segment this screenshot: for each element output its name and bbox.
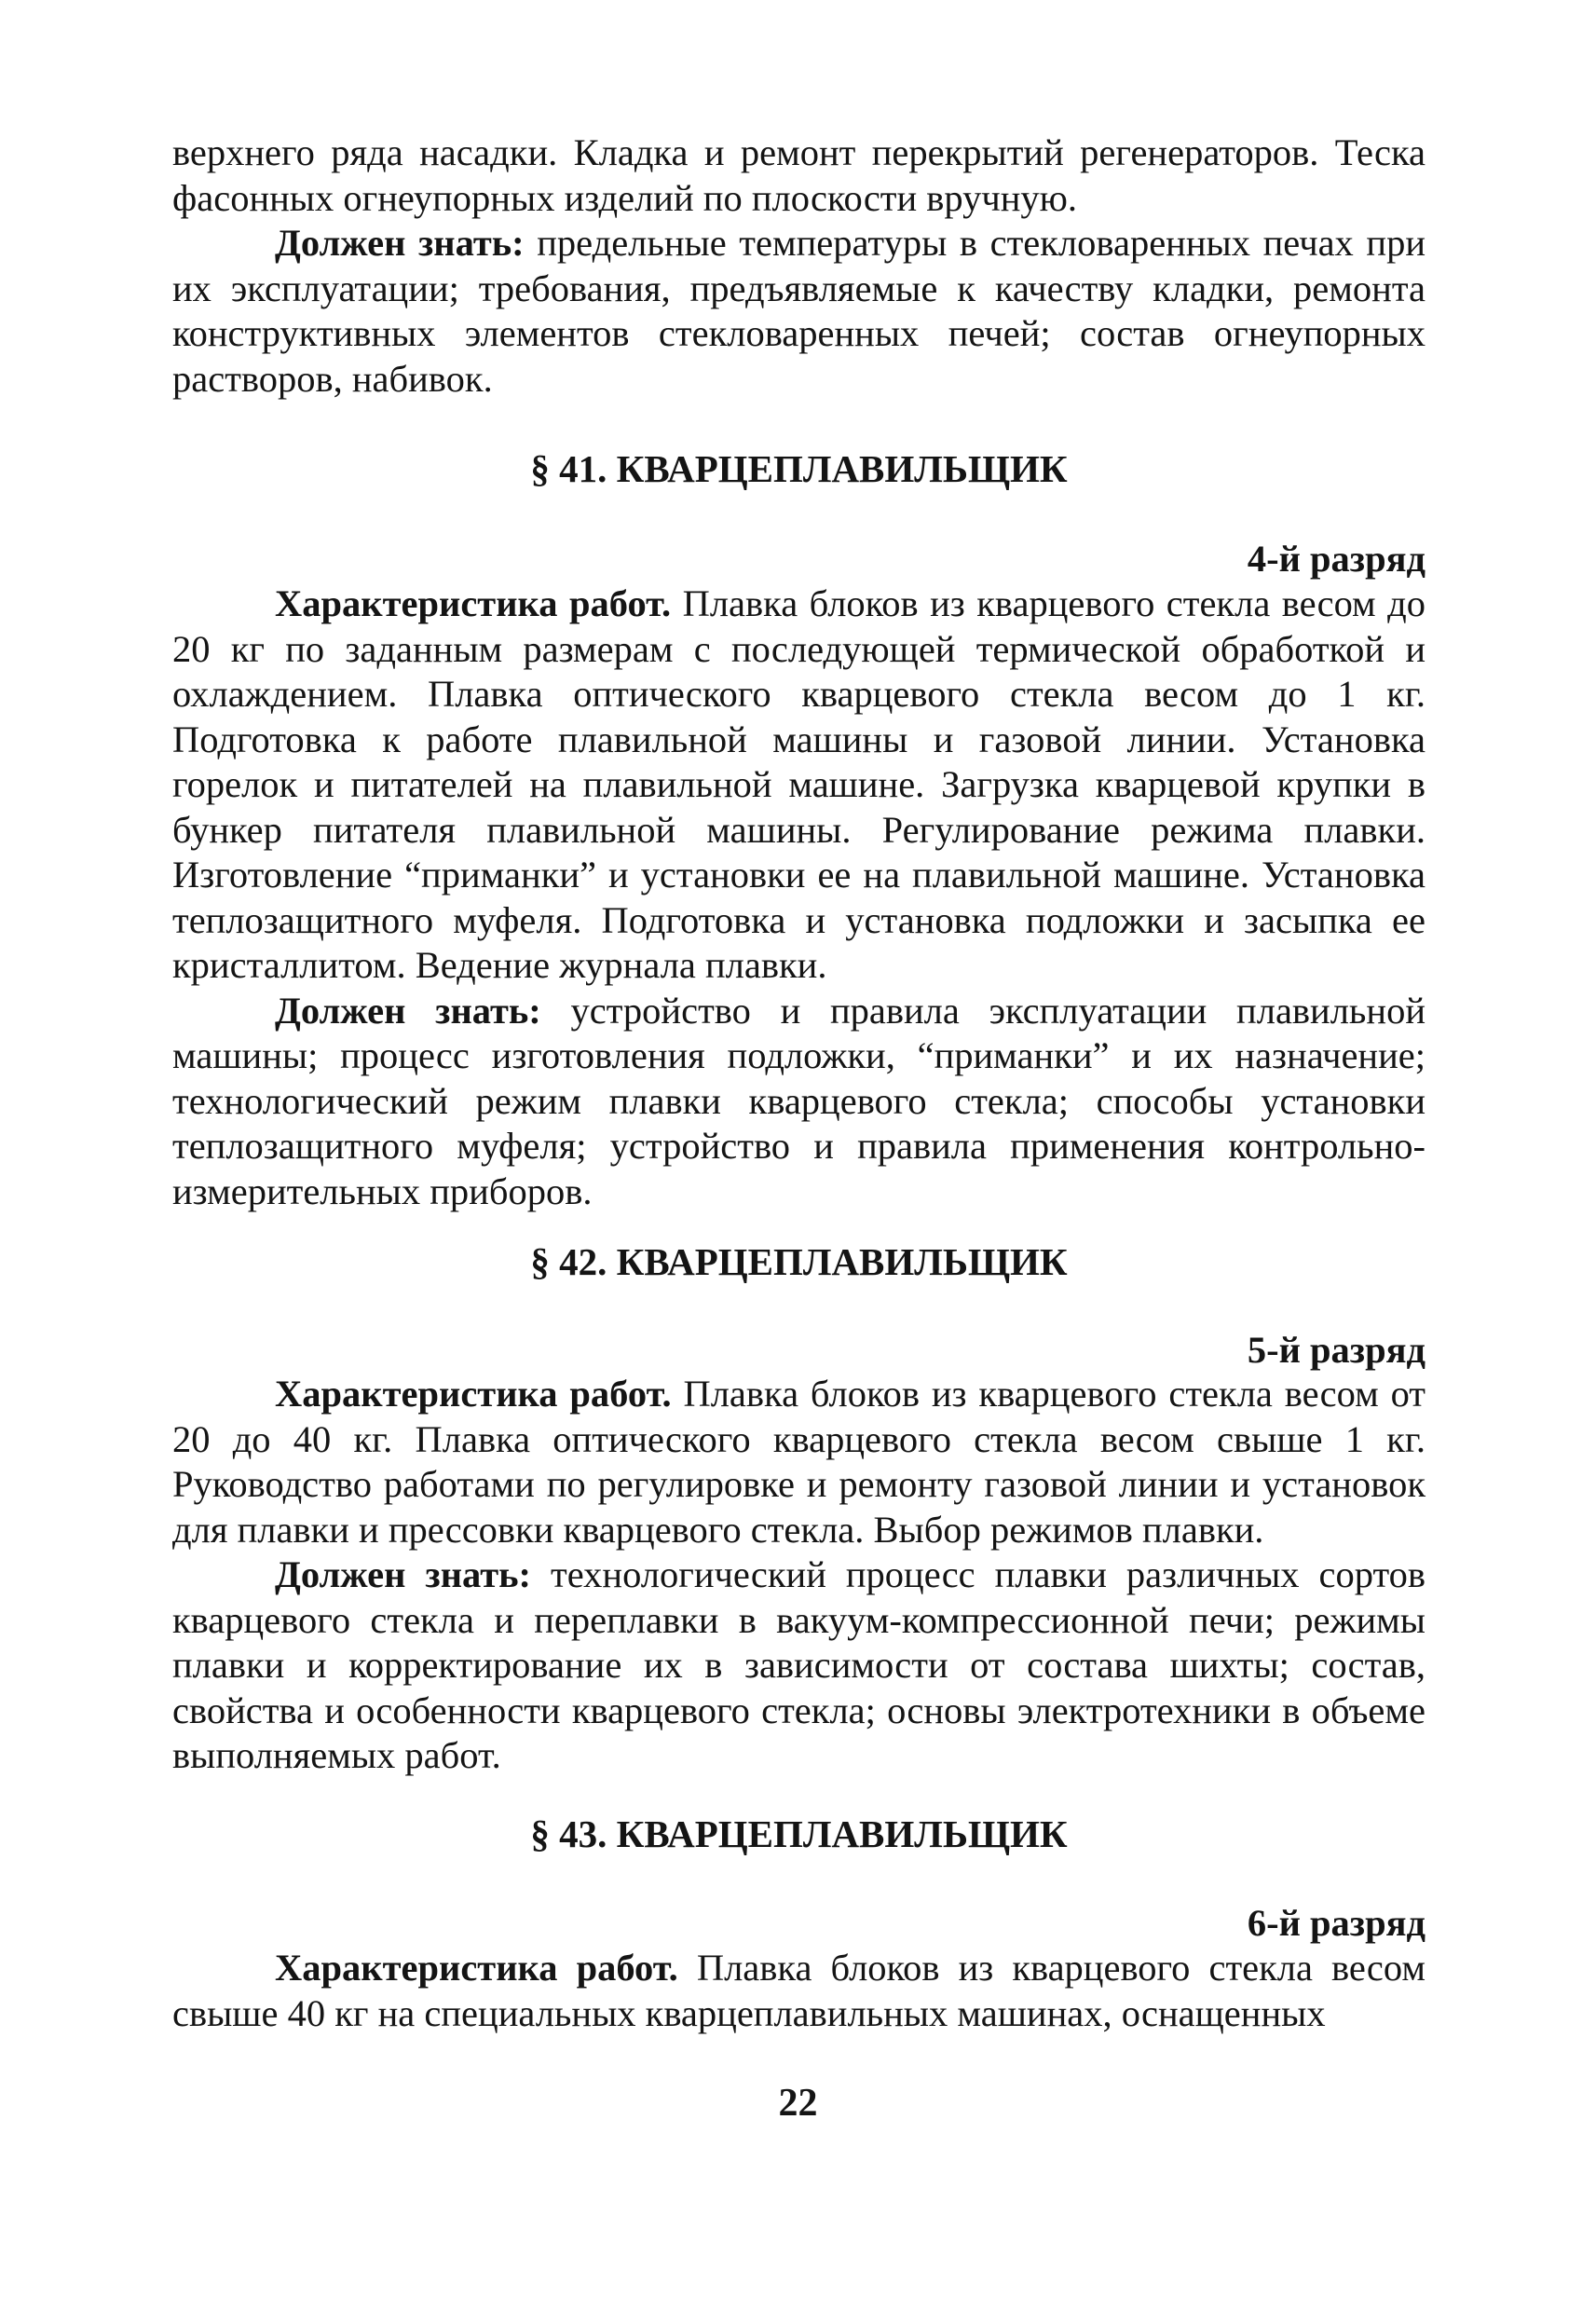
work-characteristics-43 — [172, 1946, 1425, 2036]
page-number: 22 — [778, 2082, 818, 2125]
work-characteristics-41 — [172, 581, 1425, 989]
must-know-label: Должен знать: — [275, 1553, 532, 1595]
continuation-paragraph: верхнего ряда насадки. Кладка и ремонт перекрытий регенераторов. Теска фасонных огнеупорных изделий по плоскости вручную. — [172, 131, 1425, 219]
must-know-text: предельные температуры в стекловаренных печах при их эксплуатации; требования, предъявляемые к качеству кладки, ремонта конструктивных элементов стекловаренных печей; состав огнеупорных растворов, набивок. — [172, 222, 1425, 400]
grade-43: 6-й разряд — [1247, 1902, 1425, 1944]
section-heading-43: § 43. КВАРЦЕПЛАВИЛЬЩИК — [530, 1812, 1068, 1855]
grade-41: 4-й разряд — [1247, 538, 1425, 580]
section-body-41 — [172, 581, 1425, 1214]
top-continuation — [172, 130, 1425, 402]
must-know-label: Должен знать: — [275, 989, 541, 1032]
must-know-42 — [172, 1552, 1425, 1779]
section-heading-42: § 42. КВАРЦЕПЛАВИЛЬЩИК — [530, 1240, 1068, 1283]
section-heading-41: § 41. КВАРЦЕПЛАВИЛЬЩИК — [530, 447, 1068, 490]
must-know-text: технологический процесс плавки различных сортов кварцевого стекла и переплавки в вакуум-компрессионной печи; режимы плавки и корректирование их в зависимости от состава шихты; состав, свойства и особенности кварцевого стекла; основы электротехники в объеме выполняемых работ. — [172, 1553, 1425, 1776]
must-know-text: устройство и правила эксплуатации плавильной машины; процесс изготовления подложки, “приманки” и их назначение; технологический режим плавки кварцевого стекла; способы установки теплозащитного муфеля; устройство и правила применения контрольно-измерительных приборов. — [172, 989, 1425, 1212]
work-characteristics-label: Характеристика работ. — [275, 1373, 672, 1415]
work-characteristics-text: Плавка блоков из кварцевого стекла весом свыше 40 кг на специальных кварцеплавильных машинах, оснащенных — [172, 1947, 1425, 2034]
grade-42: 5-й разряд — [1247, 1329, 1425, 1371]
section-body-42 — [172, 1372, 1425, 1779]
must-know-paragraph — [172, 221, 1425, 402]
work-characteristics-42 — [172, 1372, 1425, 1552]
section-body-43 — [172, 1946, 1425, 2036]
must-know-41 — [172, 989, 1425, 1215]
work-characteristics-text: Плавка блоков из кварцевого стекла весом до 20 кг по заданным размерам с последующей термической обработкой и охлаждением. Плавка оптического кварцевого стекла весом до 1 кг. Подготовка к работе плавильной машины и газовой линии. Установка горелок и питателей на плавильной машине. Загрузка кварцевой крупки в бункер питателя плавильной машины. Регулирование режима плавки. Изготовление “приманки” и установки ее на плавильной машине. Установка теплозащитного муфеля. Подготовка и установка подложки и засыпка ее кристаллитом. Ведение журнала плавки. — [172, 582, 1425, 986]
work-characteristics-label: Характеристика работ. — [275, 582, 672, 624]
work-characteristics-text: Плавка блоков из кварцевого стекла весом от 20 до 40 кг. Плавка оптического кварцевого стекла весом свыше 1 кг. Руководство работами по регулировке и ремонту газовой линии и установок для плавки и прессовки кварцевого стекла. Выбор режимов плавки. — [172, 1373, 1425, 1551]
must-know-label: Должен знать: — [275, 222, 525, 264]
work-characteristics-label: Характеристика работ. — [275, 1947, 678, 1989]
